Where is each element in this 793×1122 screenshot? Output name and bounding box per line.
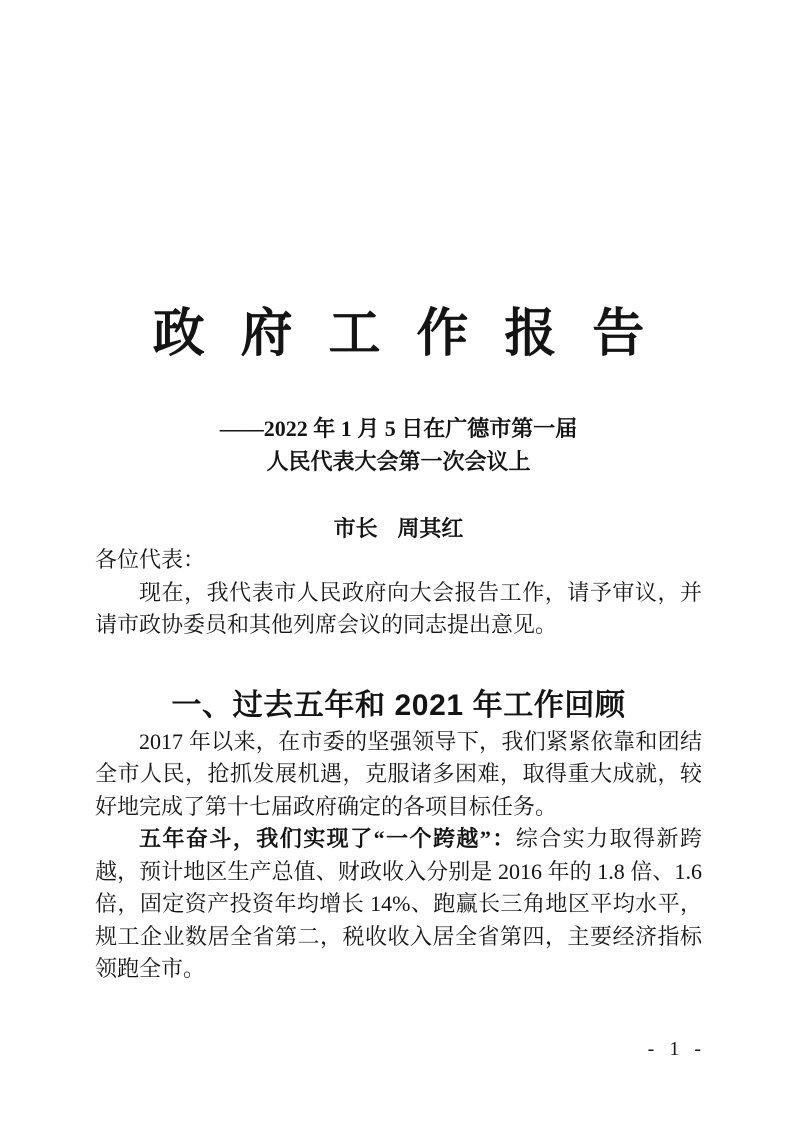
paragraph-2-bold-lead: 五年奋斗，我们实现了“一个跨越”： <box>139 826 516 851</box>
speaker-line <box>95 514 702 544</box>
salutation: 各位代表： <box>95 547 206 572</box>
subtitle-line-1: ——2022 年 1 月 5 日在广德市第一届 <box>219 416 578 441</box>
section-1-heading: 一、过去五年和 2021 年工作回顾 <box>171 688 626 722</box>
intro-paragraph: 现在，我代表市人民政府向大会报告工作，请予审议，并请市政协委员和其他列席会议的同志提出意见。 <box>95 579 702 637</box>
speaker-name: 周其红 <box>397 516 464 541</box>
section-1-paragraph-2 <box>95 823 702 986</box>
speaker-role: 市长 <box>333 516 378 541</box>
paragraph-2-body: 综合实力取得新跨越，预计地区生产总值、财政收入分别是 2016 年的 1.8 倍、1.6 倍，固定资产投资年均增长 14%、跑赢长三角地区平均水平，规工企业数居全省第二，税收收入居全省第四，主要经济指标领跑全市。 <box>95 826 702 981</box>
section-1-paragraph-1: 2017 年以来，在市委的坚强领导下，我们紧紧依靠和团结全市人民，抢抓发展机遇，克服诸多困难，取得重大成就，较好地完成了第十七届政府确定的各项目标任务。 <box>95 728 702 819</box>
page-number: - 1 - <box>647 1038 706 1060</box>
report-title: 政 府 工 作 报 告 <box>152 306 656 363</box>
subtitle-line-2: 人民代表大会第一次会议上 <box>266 449 531 474</box>
report-subtitle <box>95 412 702 478</box>
